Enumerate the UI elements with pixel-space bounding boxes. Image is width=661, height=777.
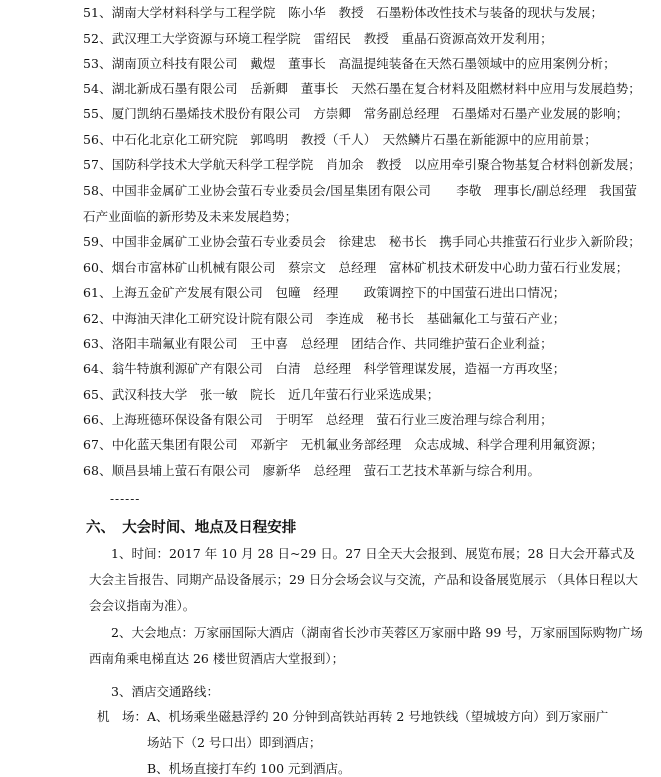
speaker-item-54: 54、湖北新成石墨有限公司 岳新卿 董事长 天然石墨在复合材料及阻燃材料中应用与发展趋势；	[83, 81, 641, 96]
section-heading: 六、 大会时间、地点及日程安排	[86, 520, 297, 536]
speaker-item-57: 57、国防科学技术大学航天科学工程学院 肖加余 教授 以应用牵引聚合物基复合材料创新发展；	[83, 157, 641, 172]
airport-route-a-line2: 场站下（2 号口出）即到酒店；	[147, 735, 322, 750]
speaker-item-63: 63、洛阳丰瑞氟业有限公司 王中喜 总经理 团结合作、共同维护萤石企业利益；	[83, 336, 553, 351]
speaker-item-52: 52、武汉理工大学资源与环境工程学院 雷绍民 教授 重晶石资源高效开发利用；	[83, 31, 553, 46]
speaker-item-60: 60、烟台市富林矿山机械有限公司 蔡宗文 总经理 富林矿机技术研发中心助力萤石行业发展；	[83, 260, 629, 275]
speaker-item-68: 68、顺昌县埔上萤石有限公司 廖新华 总经理 萤石工艺技术革新与综合利用。	[83, 463, 541, 478]
speaker-item-62: 62、中海油天津化工研究设计院有限公司 李连成 秘书长 基础氟化工与萤石产业；	[83, 311, 566, 326]
meeting-time-paragraph: 1、时间：2017 年 10 月 28 日~29 日。27 日全天大会报到、展览布展；28 日大会开幕式及大会主旨报告、同期产品设备展示；29 日分会场会议与交流，产品和设备展览展示 （具体日程以大会会议指南为准）。	[89, 546, 638, 613]
airport-label: 机 场：	[97, 709, 148, 724]
speaker-item-61: 61、上海五金矿产发展有限公司 包曈 经理 政策调控下的中国萤石进出口情况；	[83, 285, 566, 300]
speaker-item-64: 64、翁牛特旗利源矿产有限公司 白清 总经理 科学管理谋发展，造福一方再攻坚；	[83, 361, 566, 376]
speaker-item-55: 55、厦门凯纳石墨烯技术股份有限公司 方崇卿 常务副总经理 石墨烯对石墨产业发展的影响；	[83, 106, 629, 121]
speaker-item-56: 56、中石化北京化工研究院 郭鸣明 教授（千人） 天然鳞片石墨在新能源中的应用前景；	[83, 132, 597, 147]
speaker-item-59: 59、中国非金属矿工业协会萤石专业委员会 徐建忠 秘书长 携手同心共推萤石行业步入新阶段；	[83, 234, 641, 249]
speaker-item-51: 51、湖南大学材料科学与工程学院 陈小华 教授 石墨粉体改性技术与装备的现状与发展；	[83, 5, 604, 20]
airport-route-b: B、机场直接打车约 100 元到酒店。	[147, 761, 351, 776]
speaker-item-67: 67、中化蓝天集团有限公司 邓新宇 无机氟业务部经理 众志成城、科学合理利用氟资源；	[83, 437, 604, 452]
airport-route-a-line1: A、机场乘坐磁悬浮约 20 分钟到高铁站再转 2 号地铁线（望城坡方向）到万家丽广	[147, 709, 609, 724]
speaker-item-58: 58、中国非金属矿工业协会萤石专业委员会/国星集团有限公司 李敬 理事长/副总经理 我国萤石产业面临的新形势及未来发展趋势；	[83, 183, 637, 224]
route-title: 3、酒店交通路线：	[111, 684, 219, 699]
speaker-item-66: 66、上海班德环保设备有限公司 于明军 总经理 萤石行业三废治理与综合利用；	[83, 412, 553, 427]
meeting-venue-paragraph: 2、大会地点：万家丽国际大酒店（湖南省长沙市芙蓉区万家丽中路 99 号，万家丽国际购物广场西南角乘电梯直达 26 楼世贸酒店大堂报到）；	[89, 625, 643, 666]
separator-dashes: ------	[110, 492, 141, 506]
speaker-item-53: 53、湖南顶立科技有限公司 戴煜 董事长 高温提纯装备在天然石墨领域中的应用案例分析；	[83, 56, 616, 71]
speaker-item-65: 65、武汉科技大学 张一敏 院长 近几年萤石行业采选成果；	[83, 387, 440, 402]
